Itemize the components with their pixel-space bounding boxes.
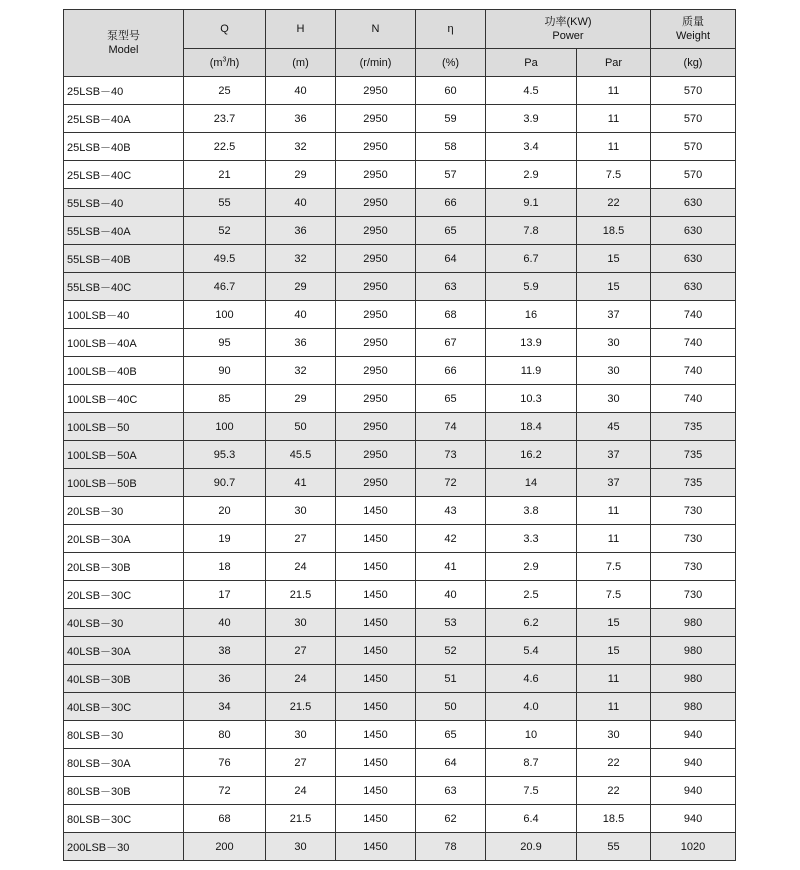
table-row — [64, 469, 736, 497]
speed-cell: 1450 — [336, 693, 416, 721]
efficiency-cell: 60 — [416, 77, 486, 105]
model-cell: 25LSB－40B — [64, 133, 184, 161]
speed-header: N — [336, 10, 416, 49]
pa-cell: 10.3 — [486, 385, 577, 413]
power-header — [486, 10, 651, 49]
table-row — [64, 609, 736, 637]
pa-cell: 8.7 — [486, 749, 577, 777]
par-cell: 22 — [577, 189, 651, 217]
pa-cell: 3.3 — [486, 525, 577, 553]
flow-cell: 200 — [184, 833, 266, 861]
efficiency-cell: 41 — [416, 553, 486, 581]
flow-cell: 22.5 — [184, 133, 266, 161]
efficiency-cell: 65 — [416, 721, 486, 749]
flow-cell: 90.7 — [184, 469, 266, 497]
head-cell: 30 — [266, 497, 336, 525]
pa-cell: 18.4 — [486, 413, 577, 441]
head-cell: 29 — [266, 273, 336, 301]
pa-cell: 9.1 — [486, 189, 577, 217]
par-cell: 11 — [577, 525, 651, 553]
par-cell: 11 — [577, 133, 651, 161]
par-cell: 37 — [577, 469, 651, 497]
flow-header: Q — [184, 10, 266, 49]
weight-cell: 730 — [651, 525, 736, 553]
flow-cell: 21 — [184, 161, 266, 189]
flow-cell: 52 — [184, 217, 266, 245]
head-cell: 21.5 — [266, 581, 336, 609]
efficiency-cell: 78 — [416, 833, 486, 861]
pa-cell: 7.5 — [486, 777, 577, 805]
par-cell: 15 — [577, 273, 651, 301]
table-row — [64, 553, 736, 581]
weight-cell: 940 — [651, 777, 736, 805]
weight-cell: 980 — [651, 693, 736, 721]
weight-unit: (kg) — [651, 49, 736, 77]
head-cell: 21.5 — [266, 693, 336, 721]
efficiency-cell: 63 — [416, 777, 486, 805]
table-row — [64, 525, 736, 553]
par-header: Par — [577, 49, 651, 77]
efficiency-cell: 74 — [416, 413, 486, 441]
par-cell: 37 — [577, 301, 651, 329]
weight-cell: 570 — [651, 133, 736, 161]
model-cell: 40LSB－30C — [64, 693, 184, 721]
weight-cell: 630 — [651, 273, 736, 301]
speed-unit: (r/min) — [336, 49, 416, 77]
flow-cell: 55 — [184, 189, 266, 217]
speed-cell: 2950 — [336, 301, 416, 329]
efficiency-cell: 64 — [416, 245, 486, 273]
efficiency-cell: 40 — [416, 581, 486, 609]
pa-cell: 4.5 — [486, 77, 577, 105]
weight-cell: 940 — [651, 749, 736, 777]
model-cell: 100LSB－40A — [64, 329, 184, 357]
head-cell: 27 — [266, 749, 336, 777]
weight-header-cn: 质量 — [682, 16, 705, 28]
speed-cell: 1450 — [336, 805, 416, 833]
par-cell: 7.5 — [577, 553, 651, 581]
flow-cell: 90 — [184, 357, 266, 385]
power-header-cn: 功率(KW) — [544, 16, 592, 28]
model-cell: 55LSB－40 — [64, 189, 184, 217]
weight-cell: 1020 — [651, 833, 736, 861]
weight-header-en: Weight — [675, 30, 711, 42]
flow-cell: 72 — [184, 777, 266, 805]
speed-cell: 2950 — [336, 77, 416, 105]
weight-cell: 740 — [651, 301, 736, 329]
model-cell: 100LSB－50 — [64, 413, 184, 441]
head-cell: 36 — [266, 105, 336, 133]
model-cell: 200LSB－30 — [64, 833, 184, 861]
model-cell: 20LSB－30A — [64, 525, 184, 553]
speed-cell: 2950 — [336, 357, 416, 385]
table-row — [64, 357, 736, 385]
efficiency-cell: 65 — [416, 385, 486, 413]
par-cell: 30 — [577, 721, 651, 749]
model-cell: 25LSB－40C — [64, 161, 184, 189]
weight-cell: 940 — [651, 721, 736, 749]
flow-cell: 76 — [184, 749, 266, 777]
efficiency-cell: 62 — [416, 805, 486, 833]
pa-cell: 6.2 — [486, 609, 577, 637]
efficiency-cell: 67 — [416, 329, 486, 357]
model-cell: 100LSB－40 — [64, 301, 184, 329]
flow-cell: 34 — [184, 693, 266, 721]
model-header — [64, 10, 184, 77]
speed-cell: 1450 — [336, 665, 416, 693]
par-cell: 22 — [577, 749, 651, 777]
table-row — [64, 665, 736, 693]
table-row — [64, 833, 736, 861]
pa-cell: 5.4 — [486, 637, 577, 665]
efficiency-cell: 53 — [416, 609, 486, 637]
weight-cell: 980 — [651, 609, 736, 637]
efficiency-cell: 43 — [416, 497, 486, 525]
efficiency-cell: 64 — [416, 749, 486, 777]
table-row — [64, 441, 736, 469]
table-row — [64, 245, 736, 273]
speed-cell: 2950 — [336, 133, 416, 161]
pa-cell: 7.8 — [486, 217, 577, 245]
flow-cell: 23.7 — [184, 105, 266, 133]
pa-cell: 14 — [486, 469, 577, 497]
flow-cell: 36 — [184, 665, 266, 693]
head-unit: (m) — [266, 49, 336, 77]
table-row — [64, 777, 736, 805]
table-row — [64, 693, 736, 721]
pa-cell: 6.7 — [486, 245, 577, 273]
par-cell: 22 — [577, 777, 651, 805]
power-header-en: Power — [552, 30, 584, 42]
flow-cell: 95.3 — [184, 441, 266, 469]
table-row — [64, 189, 736, 217]
efficiency-cell: 58 — [416, 133, 486, 161]
flow-cell: 100 — [184, 301, 266, 329]
efficiency-cell: 72 — [416, 469, 486, 497]
speed-cell: 2950 — [336, 329, 416, 357]
weight-cell: 570 — [651, 161, 736, 189]
model-cell: 20LSB－30 — [64, 497, 184, 525]
speed-cell: 1450 — [336, 749, 416, 777]
weight-cell: 730 — [651, 581, 736, 609]
weight-cell: 980 — [651, 637, 736, 665]
efficiency-cell: 42 — [416, 525, 486, 553]
head-cell: 27 — [266, 637, 336, 665]
head-cell: 40 — [266, 77, 336, 105]
speed-cell: 2950 — [336, 441, 416, 469]
weight-cell: 630 — [651, 217, 736, 245]
flow-cell: 25 — [184, 77, 266, 105]
par-cell: 18.5 — [577, 217, 651, 245]
weight-cell: 740 — [651, 329, 736, 357]
speed-cell: 1450 — [336, 833, 416, 861]
table-row — [64, 413, 736, 441]
weight-header — [651, 10, 736, 49]
table-row — [64, 105, 736, 133]
pa-cell: 6.4 — [486, 805, 577, 833]
weight-cell: 940 — [651, 805, 736, 833]
model-cell: 100LSB－50B — [64, 469, 184, 497]
model-cell: 80LSB－30A — [64, 749, 184, 777]
pa-header: Pa — [486, 49, 577, 77]
head-cell: 30 — [266, 833, 336, 861]
par-cell: 7.5 — [577, 581, 651, 609]
flow-cell: 68 — [184, 805, 266, 833]
table-row — [64, 133, 736, 161]
pa-cell: 5.9 — [486, 273, 577, 301]
head-cell: 29 — [266, 385, 336, 413]
table-row — [64, 497, 736, 525]
par-cell: 15 — [577, 637, 651, 665]
table-row — [64, 77, 736, 105]
weight-cell: 740 — [651, 357, 736, 385]
par-cell: 7.5 — [577, 161, 651, 189]
efficiency-cell: 50 — [416, 693, 486, 721]
par-cell: 30 — [577, 329, 651, 357]
par-cell: 18.5 — [577, 805, 651, 833]
pa-cell: 2.9 — [486, 553, 577, 581]
efficiency-cell: 51 — [416, 665, 486, 693]
flow-cell: 18 — [184, 553, 266, 581]
speed-cell: 1450 — [336, 609, 416, 637]
weight-cell: 570 — [651, 105, 736, 133]
model-cell: 80LSB－30C — [64, 805, 184, 833]
flow-cell: 100 — [184, 413, 266, 441]
head-cell: 24 — [266, 553, 336, 581]
efficiency-cell: 57 — [416, 161, 486, 189]
efficiency-cell: 66 — [416, 357, 486, 385]
par-cell: 11 — [577, 105, 651, 133]
head-cell: 45.5 — [266, 441, 336, 469]
head-cell: 30 — [266, 609, 336, 637]
head-cell: 40 — [266, 189, 336, 217]
head-cell: 30 — [266, 721, 336, 749]
efficiency-cell: 65 — [416, 217, 486, 245]
table-row — [64, 329, 736, 357]
flow-cell: 20 — [184, 497, 266, 525]
model-cell: 100LSB－40C — [64, 385, 184, 413]
head-cell: 21.5 — [266, 805, 336, 833]
head-cell: 40 — [266, 301, 336, 329]
model-cell: 55LSB－40B — [64, 245, 184, 273]
weight-cell: 630 — [651, 245, 736, 273]
par-cell: 15 — [577, 245, 651, 273]
head-cell: 32 — [266, 245, 336, 273]
weight-cell: 735 — [651, 469, 736, 497]
model-cell: 20LSB－30C — [64, 581, 184, 609]
pa-cell: 16.2 — [486, 441, 577, 469]
head-cell: 24 — [266, 665, 336, 693]
weight-cell: 735 — [651, 441, 736, 469]
head-cell: 50 — [266, 413, 336, 441]
efficiency-cell: 63 — [416, 273, 486, 301]
table-header — [64, 10, 736, 77]
pa-cell: 4.0 — [486, 693, 577, 721]
par-cell: 30 — [577, 357, 651, 385]
efficiency-cell: 52 — [416, 637, 486, 665]
par-cell: 37 — [577, 441, 651, 469]
head-cell: 36 — [266, 217, 336, 245]
par-cell: 30 — [577, 385, 651, 413]
model-header-cn: 泵型号 — [107, 30, 140, 42]
pump-spec-table — [63, 9, 736, 861]
head-cell: 41 — [266, 469, 336, 497]
speed-cell: 2950 — [336, 161, 416, 189]
flow-cell: 19 — [184, 525, 266, 553]
efficiency-cell: 73 — [416, 441, 486, 469]
pa-cell: 11.9 — [486, 357, 577, 385]
head-cell: 36 — [266, 329, 336, 357]
model-cell: 40LSB－30B — [64, 665, 184, 693]
efficiency-cell: 59 — [416, 105, 486, 133]
efficiency-cell: 68 — [416, 301, 486, 329]
table-row — [64, 721, 736, 749]
efficiency-unit: (%) — [416, 49, 486, 77]
pa-cell: 4.6 — [486, 665, 577, 693]
weight-cell: 570 — [651, 77, 736, 105]
weight-cell: 740 — [651, 385, 736, 413]
par-cell: 45 — [577, 413, 651, 441]
flow-cell: 40 — [184, 609, 266, 637]
par-cell: 55 — [577, 833, 651, 861]
flow-unit: $(m^3/h)$ — [184, 49, 266, 77]
par-cell: 11 — [577, 497, 651, 525]
model-cell: 100LSB－50A — [64, 441, 184, 469]
speed-cell: 1450 — [336, 637, 416, 665]
flow-cell: 46.7 — [184, 273, 266, 301]
pa-cell: 20.9 — [486, 833, 577, 861]
flow-cell: 49.5 — [184, 245, 266, 273]
head-header: H — [266, 10, 336, 49]
speed-cell: 2950 — [336, 245, 416, 273]
par-cell: 15 — [577, 609, 651, 637]
table-row — [64, 301, 736, 329]
model-cell: 80LSB－30B — [64, 777, 184, 805]
pa-cell: 2.5 — [486, 581, 577, 609]
efficiency-cell: 66 — [416, 189, 486, 217]
model-cell: 55LSB－40C — [64, 273, 184, 301]
head-cell: 32 — [266, 133, 336, 161]
table-body — [64, 77, 736, 861]
speed-cell: 1450 — [336, 777, 416, 805]
efficiency-header: η — [416, 10, 486, 49]
table-row — [64, 581, 736, 609]
head-cell: 29 — [266, 161, 336, 189]
weight-cell: 735 — [651, 413, 736, 441]
par-cell: 11 — [577, 693, 651, 721]
table-row — [64, 161, 736, 189]
pa-cell: 13.9 — [486, 329, 577, 357]
head-cell: 24 — [266, 777, 336, 805]
table-row — [64, 273, 736, 301]
speed-cell: 2950 — [336, 385, 416, 413]
speed-cell: 1450 — [336, 525, 416, 553]
table-row — [64, 805, 736, 833]
model-header-en: Model — [108, 44, 139, 56]
speed-cell: 2950 — [336, 413, 416, 441]
speed-cell: 2950 — [336, 189, 416, 217]
flow-cell: 95 — [184, 329, 266, 357]
speed-cell: 2950 — [336, 273, 416, 301]
flow-cell: 80 — [184, 721, 266, 749]
table-row — [64, 385, 736, 413]
model-cell: 80LSB－30 — [64, 721, 184, 749]
model-cell: 40LSB－30 — [64, 609, 184, 637]
model-cell: 20LSB－30B — [64, 553, 184, 581]
pa-cell: 3.4 — [486, 133, 577, 161]
speed-cell: 1450 — [336, 721, 416, 749]
weight-cell: 730 — [651, 497, 736, 525]
model-cell: 25LSB－40 — [64, 77, 184, 105]
table-row — [64, 637, 736, 665]
head-cell: 32 — [266, 357, 336, 385]
speed-cell: 2950 — [336, 469, 416, 497]
flow-cell: 85 — [184, 385, 266, 413]
speed-cell: 2950 — [336, 105, 416, 133]
pa-cell: 3.9 — [486, 105, 577, 133]
speed-cell: 1450 — [336, 497, 416, 525]
flow-cell: 38 — [184, 637, 266, 665]
pa-cell: 2.9 — [486, 161, 577, 189]
model-cell: 25LSB－40A — [64, 105, 184, 133]
weight-cell: 980 — [651, 665, 736, 693]
pa-cell: 3.8 — [486, 497, 577, 525]
model-cell: 40LSB－30A — [64, 637, 184, 665]
speed-cell: 1450 — [336, 553, 416, 581]
pa-cell: 10 — [486, 721, 577, 749]
speed-cell: 1450 — [336, 581, 416, 609]
par-cell: 11 — [577, 665, 651, 693]
head-cell: 27 — [266, 525, 336, 553]
pa-cell: 16 — [486, 301, 577, 329]
par-cell: 11 — [577, 77, 651, 105]
model-cell: 55LSB－40A — [64, 217, 184, 245]
flow-cell: 17 — [184, 581, 266, 609]
table-row — [64, 217, 736, 245]
weight-cell: 730 — [651, 553, 736, 581]
weight-cell: 630 — [651, 189, 736, 217]
table-row — [64, 749, 736, 777]
speed-cell: 2950 — [336, 217, 416, 245]
model-cell: 100LSB－40B — [64, 357, 184, 385]
